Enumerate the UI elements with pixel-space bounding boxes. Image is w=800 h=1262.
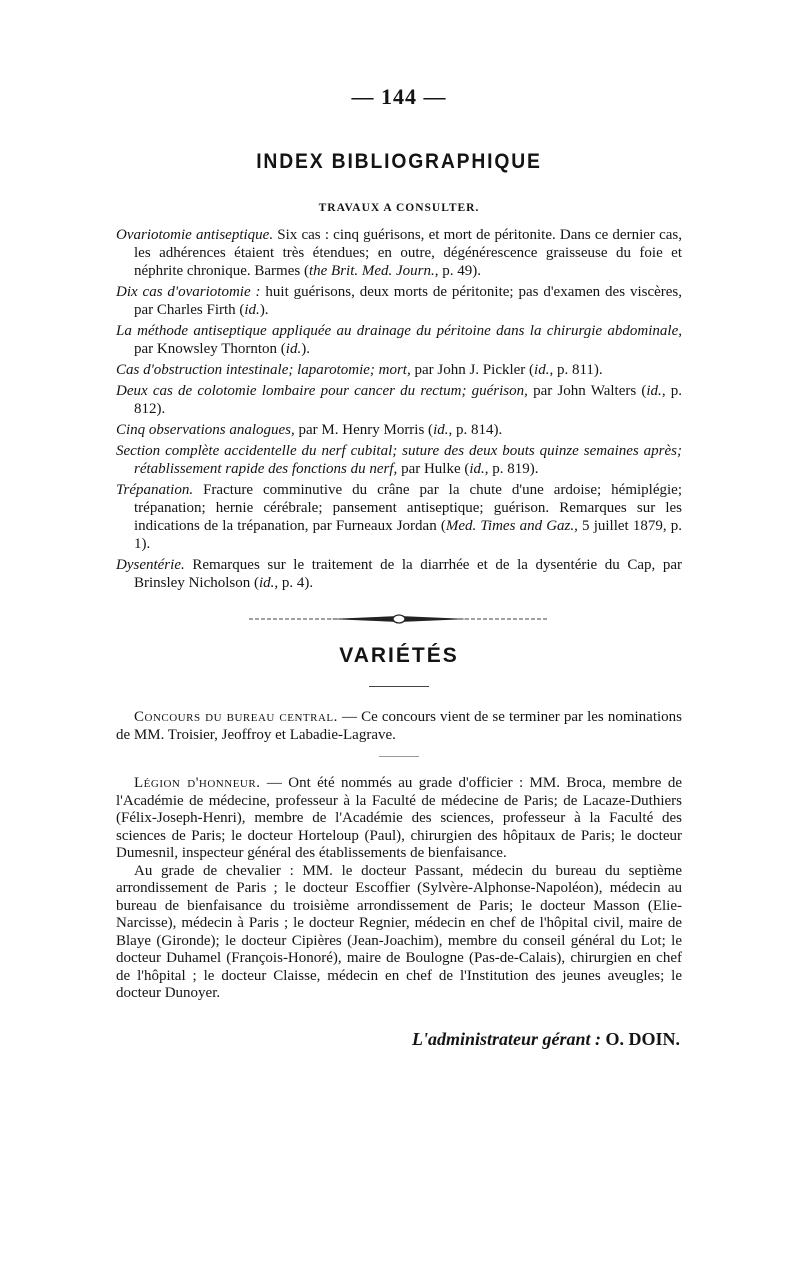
entry-title: La méthode antiseptique appliquée au drainage du péritoine dans la chirurgie abdominale, [116,323,682,339]
entry-body: huit guérisons, deux morts de péritonite; pas d'examen des viscères, par Charles Firth ( [134,284,683,318]
bibliography-list [116,226,682,592]
entry-tail: , p. 812). [134,383,683,417]
bibliography-entry [116,322,682,358]
document-page [116,84,682,1050]
legion-paragraph [116,775,682,863]
signature-name: O. DOIN. [600,1028,680,1049]
entry-source: id. [244,302,260,318]
bibliography-entry [116,283,682,319]
entry-tail: , p. 819). [484,461,539,477]
entry-source: id. [646,383,662,399]
entry-source: id. [469,461,485,477]
entry-title: Cas d'obstruction intestinale; laparotomie; mort, [116,362,411,378]
concours-text: — Ce concours vient de se terminer par les nominations de MM. Troisier, Jeoffroy et Labadie-Lagrave. [116,709,682,743]
entry-body: par M. Henry Morris ( [294,422,434,438]
entry-tail: , p. 814). [448,422,503,438]
bibliography-entry [116,556,682,592]
entry-body: par Knowsley Thornton ( [134,341,286,357]
entry-tail: , p. 811). [549,362,603,378]
bibliography-entry [116,442,682,478]
entry-title: Cinq observations analogues, [116,422,295,438]
entry-source: id. [285,341,302,357]
entry-body: par Hulke ( [397,461,470,477]
bibliography-entry [116,421,682,439]
legion-text: — Ont été nommés au grade d'officier : MM. Broca, membre de l'Académie de médecine, professeur à la Faculté de médecine de Paris; de Lacaze-Duthiers (Félix-Joseph-Henri), membre de l'Académie des sciences, professeur à la Faculté des sciences de Paris; le docteur Horteloup (Paul), chirurgien des hôpitaux de Paris; le docteur Dumesnil, inspecteur général des établissements de bienfaisance. [116,775,682,861]
entry-body: Fracture comminutive du crâne par la chute d'une ardoise; hémiplégie; trépanation; hernie cérébrale; pansement antiseptique; guérison. Remarques sur les indications de la trépanation, par Furneaux Jordan ( [134,482,682,534]
entry-body: par John J. Pickler ( [410,362,535,378]
entry-tail: , 5 juillet 1879, p. 1). [134,518,682,552]
concours-paragraph [116,709,682,744]
entry-source: id. [534,362,550,378]
entry-tail: , p. 49). [434,263,482,279]
entry-tail: ). [301,341,310,357]
entry-title: Dix cas d'ovariotomie : [116,284,261,300]
varietes-title: VARIÉTÉS [339,644,459,667]
entry-body: Remarques sur le traitement de la diarrhée et de la dysentérie du Cap, par Brinsley Nicholson ( [134,557,682,591]
entry-title: Ovariotomie antiseptique. [116,227,274,243]
entry-body: Six cas : cinq guérisons, et mort de péritonite. Dans ce dernier cas, les adhérences étaient très étendues; en outre, dégénérescence graisseuse du foie et néphrite chronique. Barmes ( [134,227,682,279]
bibliography-entry [116,382,682,418]
entry-source: id. [259,575,275,591]
signature-label: L'administrateur gérant : [411,1028,601,1049]
signature [116,1029,682,1050]
page-number: — 144 — [351,84,447,109]
concours-lead: Concours du bureau central. [134,709,338,725]
legion-lead: Légion d'honneur. [134,775,261,791]
entry-source: the Brit. Med. Journ. [308,263,435,279]
ornament-rule [249,614,549,624]
entry-tail: ). [259,302,269,318]
subsection-title: TRAVAUX A CONSULTER. [318,202,480,214]
entry-title: Trépanation. [116,482,194,498]
bibliography-entry [116,361,682,379]
bibliography-entry [116,481,682,553]
entry-title: Section complète accidentelle du nerf cubital; suture des deux bouts quinze semaines après; rétablissement rapide des fonctions du nerf, [116,443,682,477]
entry-source: Med. Times and Gaz. [445,518,575,534]
entry-body: par John Walters ( [527,383,647,399]
bibliography-entry [116,226,682,280]
divider [369,686,429,687]
section-title: INDEX BIBLIOGRAPHIQUE [256,150,542,173]
entry-title: Deux cas de colotomie lombaire pour cancer du rectum; guérison, [116,383,528,399]
chevalier-paragraph: Au grade de chevalier : MM. le docteur Passant, médecin du bureau du septième arrondissement de Paris ; le docteur Escoffier (Sylvère-Alphonse-Napoléon), médecin au bureau de bienfaisance du troisième arrondissement de Paris; le docteur Masson (Elie-Narcisse), médecin à Paris ; le docteur Regnier, médecin en chef de l'hôpital civil, maire de Blaye (Gironde); le docteur Cipières (Jean-Joachim), membre du conseil général du Lot; le docteur Duhamel (François-Honoré), maire de Boulogne (Pas-de-Calais), chirurgien en chef de l'hôpital ; le docteur Claisse, médecin en chef de l'Institution des jeunes aveugles; le docteur Dunoyer. [116,862,682,1001]
divider [379,756,419,757]
entry-source: id. [433,422,449,438]
entry-title: Dysentérie. [116,557,185,573]
entry-tail: , p. 4). [274,575,314,591]
